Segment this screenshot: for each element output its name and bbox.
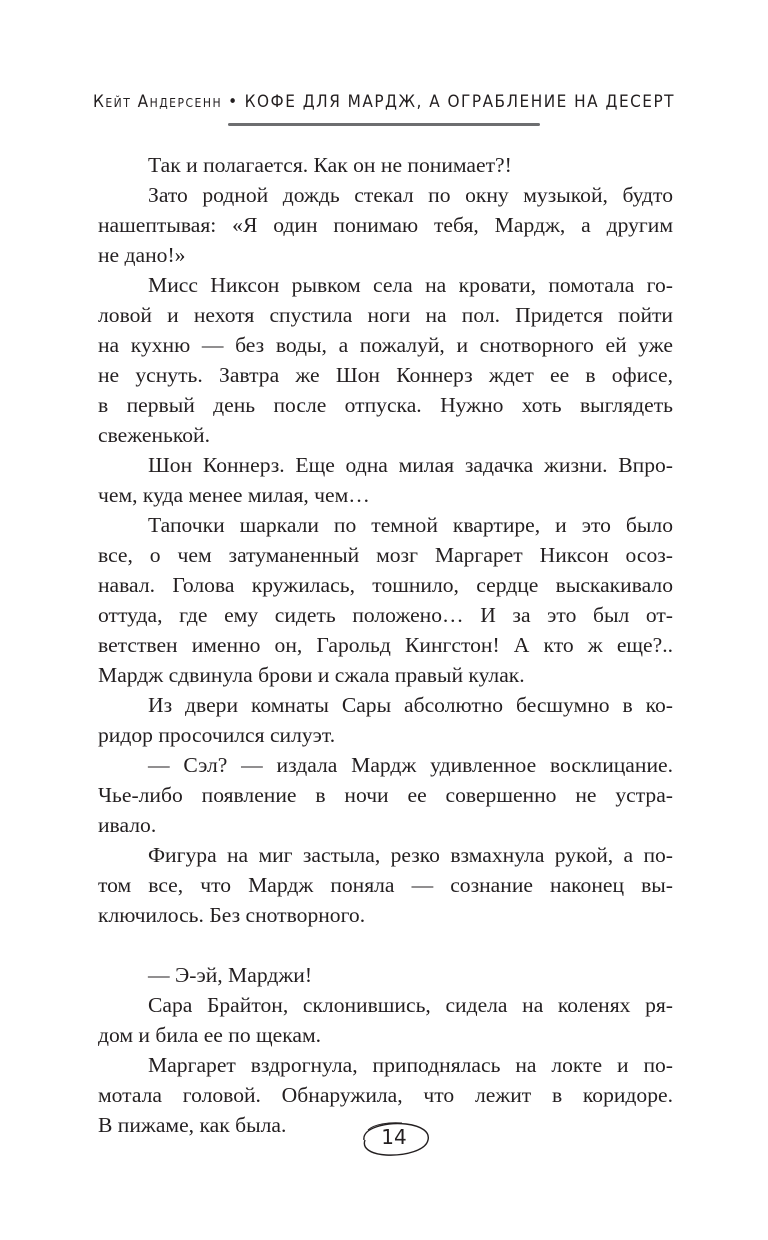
text-line: Мисс Никсон рывком села на кровати, помотала го- [148, 273, 673, 297]
text-line: ключилось. Без снотворного. [98, 903, 366, 927]
text-line: Так и полагается. Как он не понимает?! [148, 153, 512, 177]
text-line: в первый день после отпуска. Нужно хоть выглядеть [98, 393, 673, 417]
paragraph [98, 150, 673, 180]
text-line: ивало. [98, 813, 157, 837]
paragraph [98, 990, 673, 1050]
paragraph [98, 960, 673, 990]
text-line: Шон Коннерз. Еще одна милая задачка жизни. Впро- [148, 453, 673, 477]
text-line: В пижаме, как была. [98, 1113, 287, 1137]
page-number: 14 [381, 1125, 407, 1149]
text-line: мотала головой. Обнаружила, что лежит в коридоре. [98, 1083, 673, 1107]
text-line: Зато родной дождь стекал по окну музыкой, будто [148, 183, 673, 207]
header-author: Кейт Андерсенн [92, 92, 223, 112]
text-line: Маргарет вздрогнула, приподнялась на локте и по- [148, 1053, 673, 1077]
text-line: Тапочки шаркали по темной квартире, и это было [148, 513, 673, 537]
paragraph [98, 690, 673, 750]
text-line: Мардж сдвинула брови и сжала правый кулак. [98, 663, 525, 687]
header-rule [228, 123, 540, 126]
text-line: ветствен именно он, Гарольд Кингстон! А кто ж еще?.. [98, 633, 673, 657]
page-number-badge [356, 1118, 432, 1160]
text-line: — Э-эй, Марджи! [148, 963, 313, 987]
paragraph [98, 840, 673, 930]
text-line: Чье-либо появление в ночи ее совершенно не устра- [98, 783, 673, 807]
text-line: ридор просочился силуэт. [98, 723, 336, 747]
running-head [0, 92, 768, 112]
header-book-title: КОФЕ ДЛЯ МАРДЖ, А ОГРАБЛЕНИЕ НА ДЕСЕРТ [244, 92, 676, 112]
text-line: Сара Брайтон, склонившись, сидела на коленях ря- [148, 993, 673, 1017]
text-line: не уснуть. Завтра же Шон Коннерз ждет ее в офисе, [98, 363, 673, 387]
body-text [98, 150, 673, 1140]
text-line: свеженькой. [98, 423, 211, 447]
text-line: все, о чем затуманенный мозг Маргарет Никсон осоз- [98, 543, 673, 567]
paragraph [98, 510, 673, 690]
text-line: дом и била ее по щекам. [98, 1023, 322, 1047]
paragraph [98, 270, 673, 450]
text-line: на кухню — без воды, а пожалуй, и снотворного ей уже [98, 333, 673, 357]
text-line: не дано!» [98, 243, 186, 267]
paragraph [98, 180, 673, 270]
paragraph [98, 450, 673, 510]
text-line: ловой и нехотя спустила ноги на пол. Придется пойти [98, 303, 673, 327]
text-line: чем, куда менее милая, чем… [98, 483, 370, 507]
text-line: том все, что Мардж поняла — сознание наконец вы- [98, 873, 673, 897]
text-line: Фигура на миг застыла, резко взмахнула рукой, а по- [148, 843, 673, 867]
text-line: — Сэл? — издала Мардж удивленное восклицание. [148, 753, 673, 777]
text-line: оттуда, где ему сидеть положено… И за это был от- [98, 603, 673, 627]
text-line: нашептывая: «Я один понимаю тебя, Мардж, а другим [98, 213, 673, 237]
paragraph [98, 750, 673, 840]
text-line: навал. Голова кружилась, тошнило, сердце выскакивало [98, 573, 673, 597]
header-separator: • [228, 92, 239, 112]
text-line: Из двери комнаты Сары абсолютно бесшумно в ко- [148, 693, 673, 717]
